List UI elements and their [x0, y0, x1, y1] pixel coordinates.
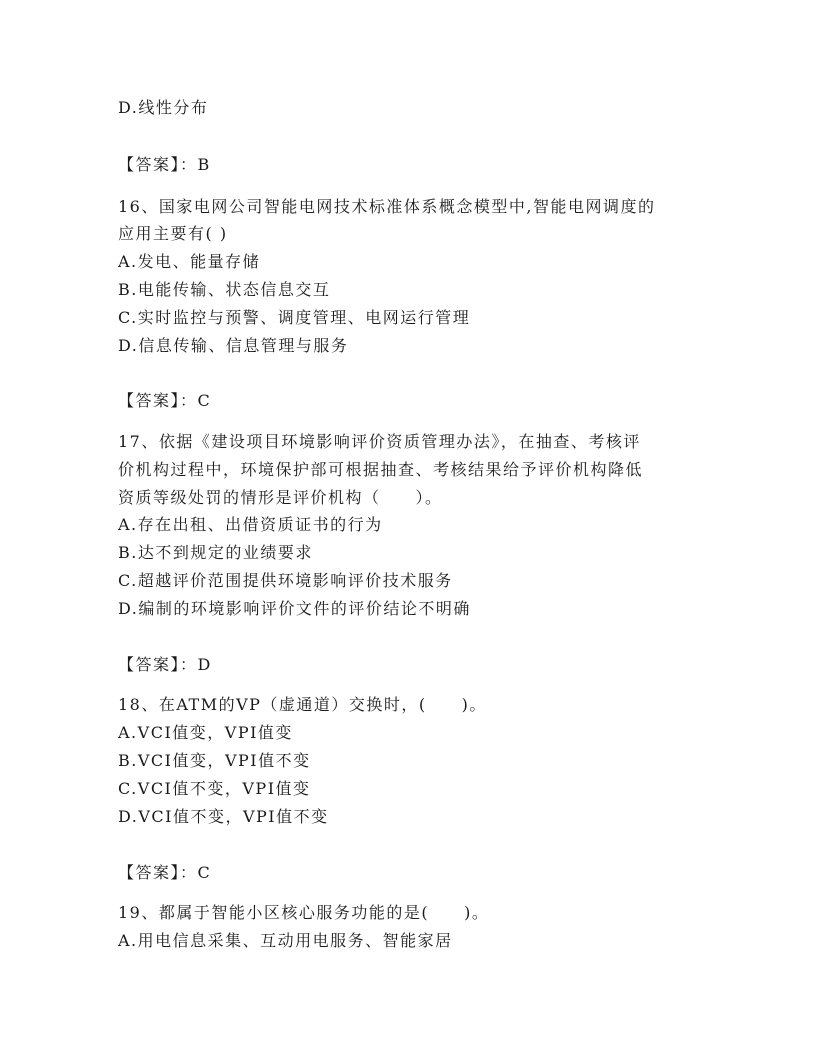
- question-16-line1: 16、国家电网公司智能电网技术标准体系概念模型中,智能电网调度的: [118, 197, 656, 216]
- answer-q17: 【答案】：D: [118, 655, 212, 674]
- question-19: 19、都属于智能小区核心服务功能的是( )。: [118, 903, 490, 922]
- option-a-q17: A.存在出租、出借资质证书的行为: [118, 515, 383, 534]
- option-a-q19: A.用电信息采集、互动用电服务、智能家居: [118, 931, 453, 950]
- question-18: 18、在ATM的VP（虚通道）交换时，( )。: [118, 695, 487, 714]
- option-d-q16: D.信息传输、信息管理与服务: [118, 336, 349, 355]
- option-a-q16: A.发电、能量存储: [118, 252, 261, 271]
- answer-q16: 【答案】：C: [118, 391, 212, 410]
- option-d-q17: D.编制的环境影响评价文件的评价结论不明确: [118, 599, 471, 618]
- question-17-line1: 17、依据《建设项目环境影响评价资质管理办法》，在抽查、考核评: [118, 432, 641, 451]
- option-d-q18: D.VCI值不变，VPI值不变: [118, 807, 329, 826]
- option-c-q17: C.超越评价范围提供环境影响评价技术服务: [118, 571, 453, 590]
- option-b-q17: B.达不到规定的业绩要求: [118, 543, 313, 562]
- question-16-line2: 应用主要有( ): [118, 224, 228, 243]
- option-b-q16: B.电能传输、状态信息交互: [118, 280, 331, 299]
- option-c-q18: C.VCI值不变，VPI值变: [118, 779, 311, 798]
- answer-q18: 【答案】：C: [118, 863, 212, 882]
- option-d-q15: D.线性分布: [118, 98, 209, 117]
- question-17-line2: 价机构过程中，环境保护部可根据抽查、考核结果给予评价机构降低: [118, 460, 644, 479]
- option-a-q18: A.VCI值变，VPI值变: [118, 723, 293, 742]
- question-17-line3: 资质等级处罚的情形是评价机构（ ）。: [118, 488, 443, 507]
- option-b-q18: B.VCI值变，VPI值不变: [118, 751, 311, 770]
- answer-q15: 【答案】：B: [118, 155, 211, 174]
- option-c-q16: C.实时监控与预警、调度管理、电网运行管理: [118, 308, 471, 327]
